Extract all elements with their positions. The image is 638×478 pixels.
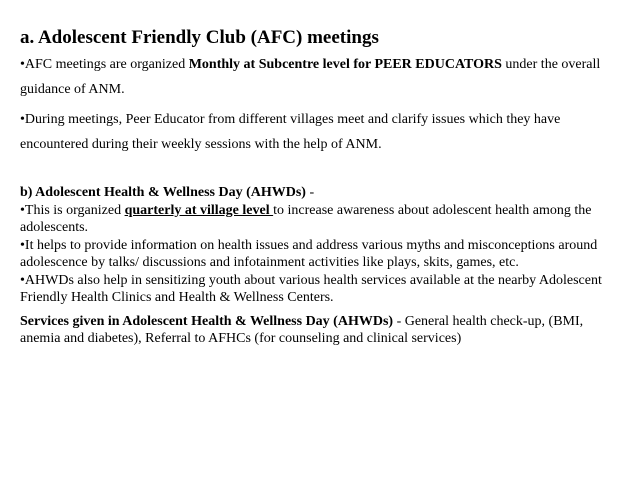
ahwd-paragraph-2: •It helps to provide information on health issues and address various myths and misconceptions around adolescence by talks/ discussions and infotainment activities like plays, skits, games, etc. <box>20 237 598 270</box>
ahwd-p1-tail: to increase awareness about adolescent health among the adolescents. <box>20 202 592 235</box>
ahwd-heading-bold: b) Adolescent Health & Wellness Day (AHWDs) <box>20 185 306 200</box>
ahwd-p1-underline: quarterly at village level <box>124 202 274 218</box>
slide-title: a. Adolescent Friendly Club (AFC) meetings <box>20 27 379 48</box>
ahwd-heading-suffix: - <box>305 185 315 200</box>
afc-p1-bold: Monthly at Subcentre level for PEER EDUCATORS <box>188 57 502 72</box>
ahwd-services <box>20 313 624 348</box>
ahwd-paragraph-1 <box>20 202 624 237</box>
afc-p1-text: •AFC meetings are organized <box>20 57 189 72</box>
afc-paragraph-1 <box>20 52 624 102</box>
afc-paragraph-2: •During meetings, Peer Educator from different villages meet and clarify issues which they have encountered during their weekly sessions with the help of ANM. <box>20 112 561 152</box>
afc-p1-tail: under the overall guidance of ANM. <box>20 57 601 97</box>
ahwd-heading <box>20 184 624 202</box>
ahwd-services-bold: Services given in Adolescent Health & Wellness Day (AHWDs) <box>20 313 394 329</box>
ahwd-paragraph-3: •AHWDs also help in sensitizing youth about various health services available at the nearby Adolescent Friendly Health Clinics and Health & Wellness Centers. <box>20 272 602 305</box>
section-ahwd <box>20 184 624 348</box>
section-afc-meetings <box>20 52 624 162</box>
ahwd-p1-text: •This is organized <box>20 202 125 218</box>
ahwd-services-text: - General health check-up, (BMI, anemia and diabetes), Referral to AFHCs (for counseling and clinical services) <box>20 313 584 346</box>
